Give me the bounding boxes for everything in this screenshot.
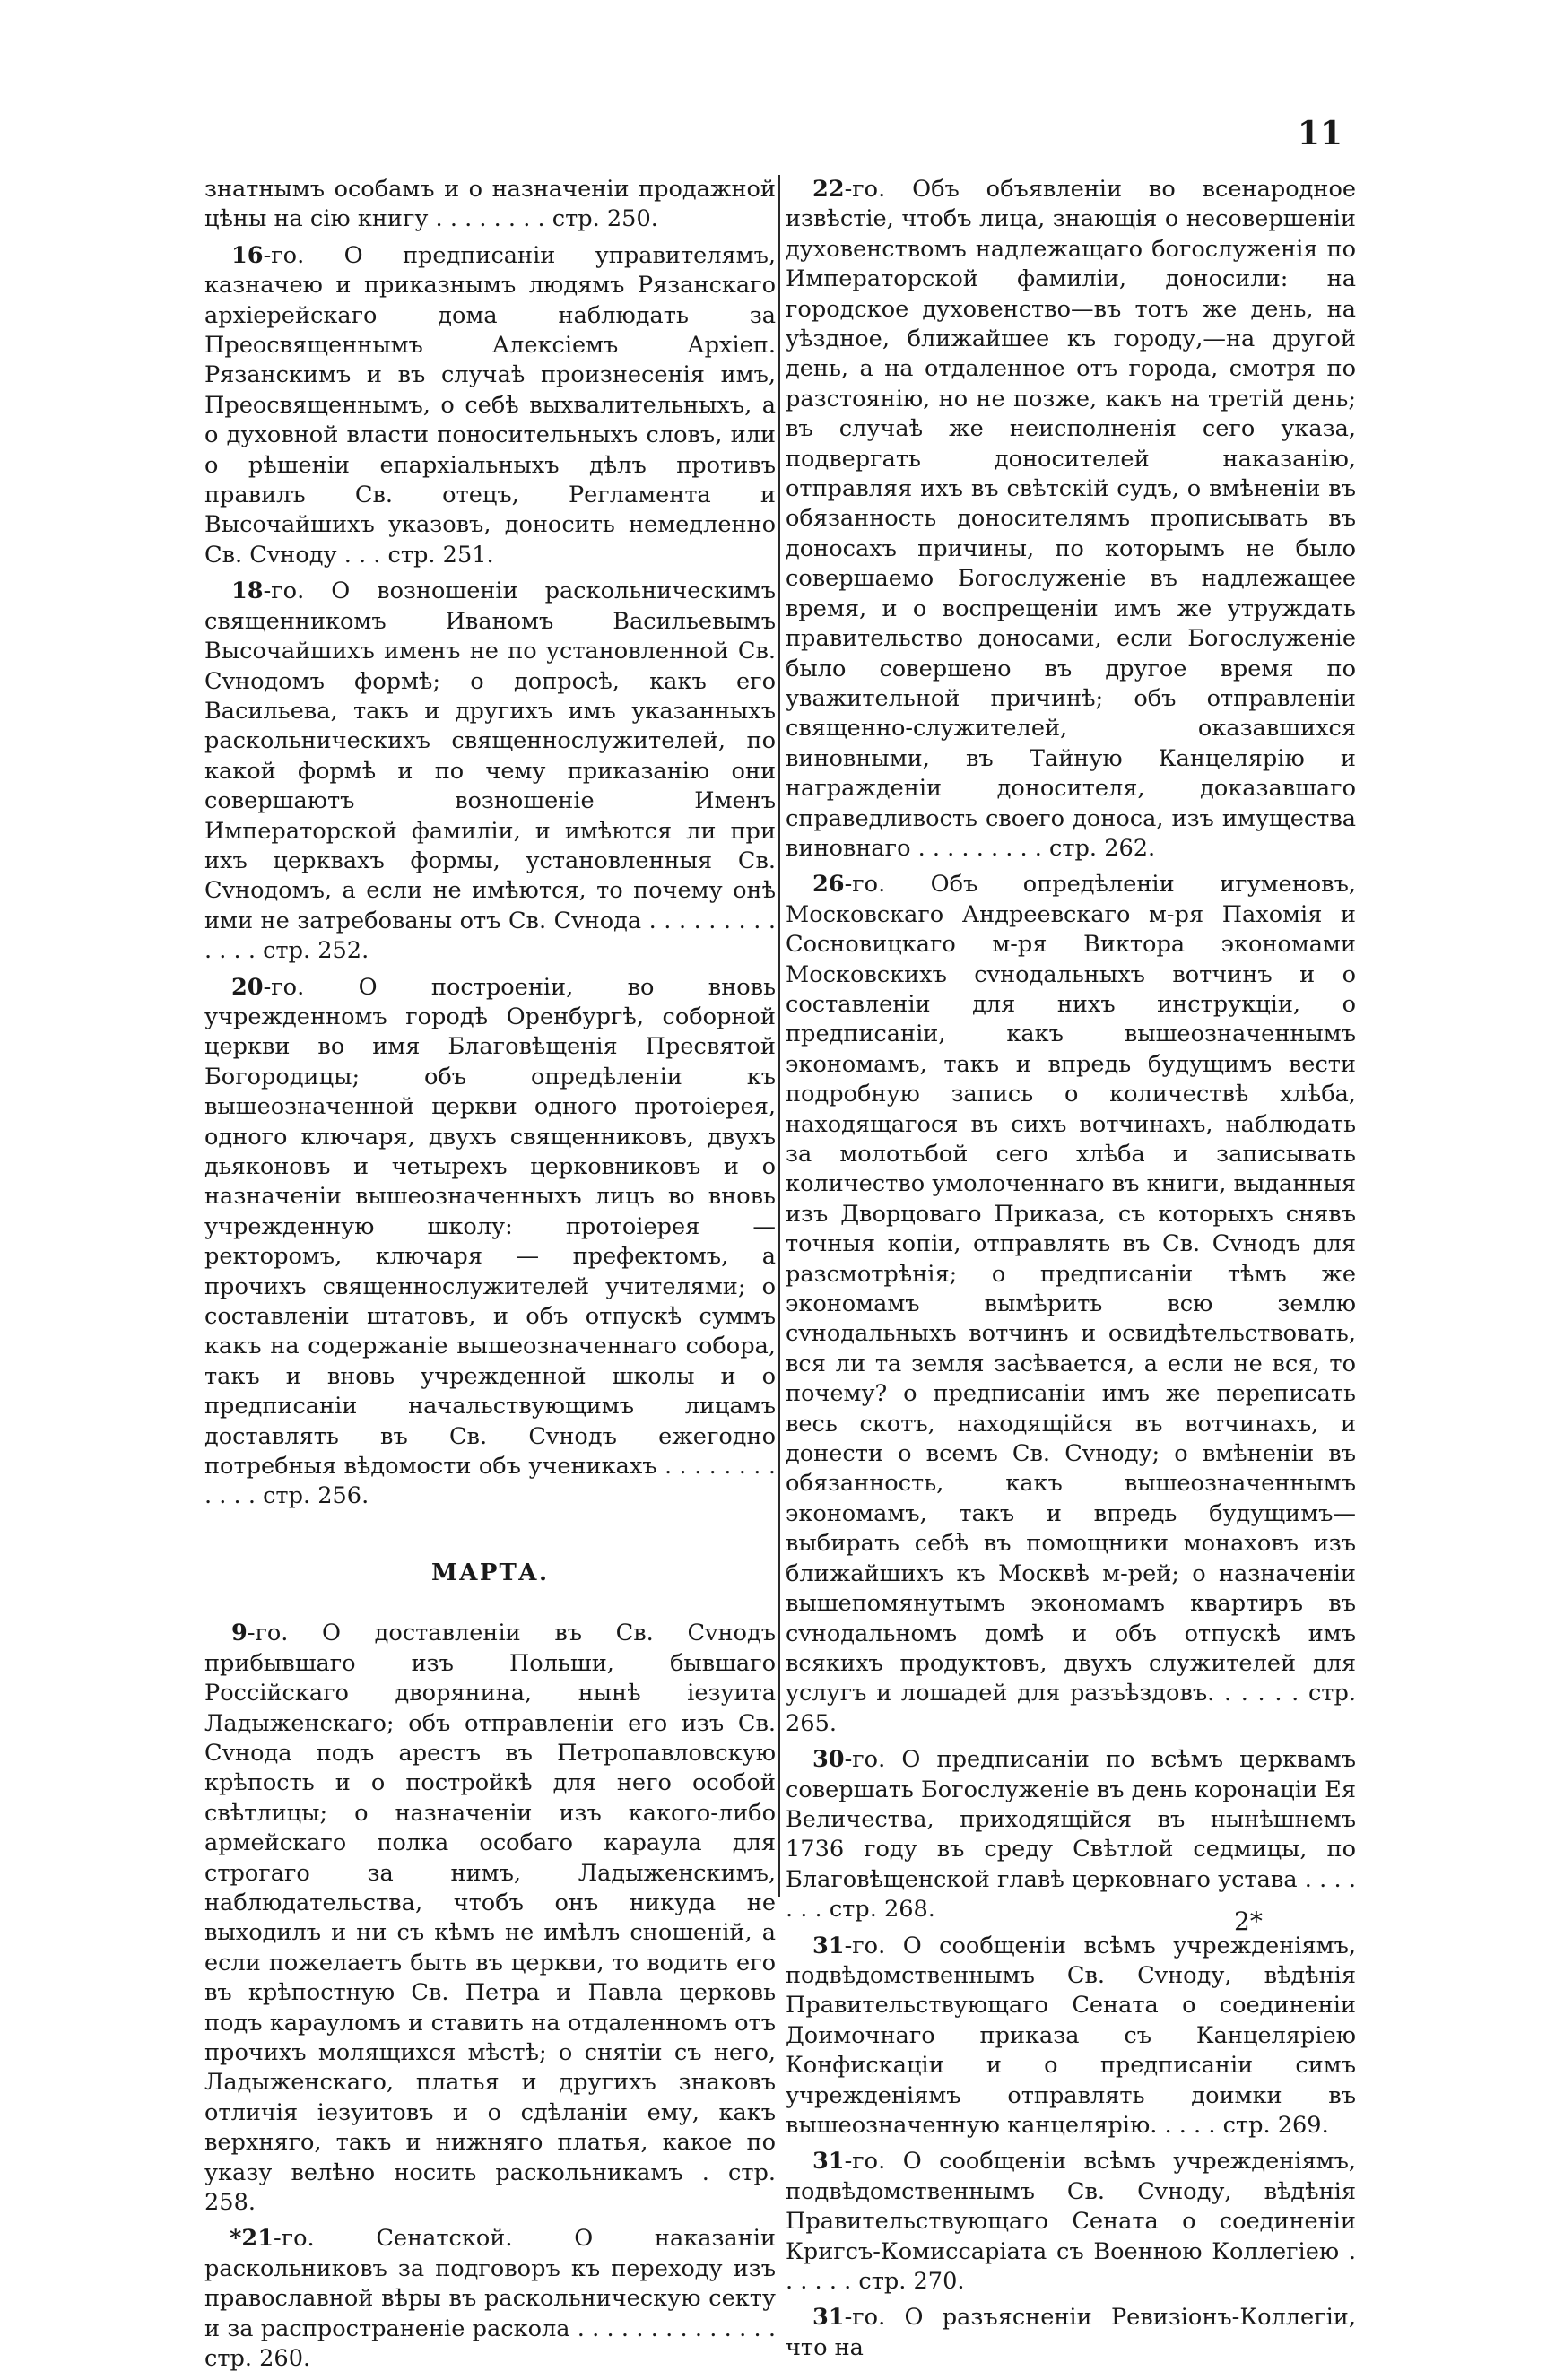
page-number: 11 [1297,115,1342,152]
list-item [786,870,1356,1739]
list-item [204,175,776,235]
left-column [204,175,776,2380]
entry-date: 18 [231,578,264,605]
entry-text: -го. О разъясненiи Ревизiонъ-Коллегiи, что на [786,2304,1356,2361]
entry-date: 26 [812,871,845,899]
entry-text: -го. Объ опредѣленiи игуменовъ, Московскаго Андреевскаго м-ря Пахомiя и Сосновицкаго м-ря Виктора экономами Московскихъ сvнодальныхъ вотчинъ и о составленiи для нихъ инструкцiи, о предписанiи, какъ вышеозначеннымъ экономамъ, такъ и впредь будущимъ вести подробную запись о количествѣ хлѣба, находящагося въ сихъ вотчинахъ, наблюдать за молотьбой сего хлѣба и записывать количество умолоченнаго въ книги, выданныя изъ Дворцоваго Приказа, съ которыхъ снявъ точныя копiи, отправлять въ Св. Сvнодъ для разсмотрѣнiя; о предписанiи тѣмъ же экономамъ вымѣрить всю землю сvнодальныхъ вотчинъ и освидѣтельствовать, вся ли та земля засѣвается, а если не вся, то почему? о предписанiи имъ же переписать весь скотъ, находящiйся въ вотчинахъ, и донести о всемъ Св. Сvноду; о вмѣненiи въ обязанность, какъ вышеозначеннымъ экономамъ, такъ и впредь будущимъ—выбирать себѣ въ помощники монаховъ изъ ближайшихъ къ Москвѣ м-рей; о назначенiи вышепомянутымъ экономамъ квартиръ въ сvнодальномъ домѣ и объ отпускѣ имъ всякихъ продуктовъ, двухъ служителей для услугъ и лошадей для разъѣздовъ. . . . . . стр. 265. [786,871,1356,1737]
column-divider [778,175,780,1897]
entry-text: -го. О возношенiи раскольническимъ священникомъ Иваномъ Васильевымъ Высочайшихъ именъ не по установленной Св. Сvнодомъ формѣ; о допросѣ, какъ его Васильева, такъ и другихъ имъ указанныхъ раскольническихъ священнослужителей, по какой формѣ и по чему приказанiю они совершаютъ возношенiе Именъ Императорской фамилiи, и имѣются ли при ихъ церквахъ формы, установленныя Св. Сvнодомъ, а если не имѣются, то почему онѣ ими не затребованы отъ Св. Сvнода . . . . . . . . . . . . . стр. 252. [204,578,776,965]
entry-date: 30 [812,1746,845,1774]
entry-date: 20 [231,973,264,1001]
list-item [204,577,776,966]
signature-mark: 2* [1234,1907,1263,1936]
entry-date: 22 [812,176,845,203]
list-item [204,2224,776,2374]
entry-text: -го. О сообщенiи всѣмъ учрежденiямъ, подвѣдомственнымъ Св. Сvноду, вѣдѣнiя Правительствующаго Сената о соединенiи Кригсъ-Комиссарiата съ Военною Коллегiею . . . . . . стр. 270. [786,2148,1356,2296]
entry-text: -го. О предписанiи по всѣмъ церквамъ совершать Богослуженiе въ день коронацiи Ея Величества, приходящiйся въ нынѣшнемъ 1736 году въ среду Свѣтлой седмицы, по Благовѣщенской главѣ церковнаго устава . . . . . . . стр. 268. [786,1746,1356,1924]
list-item [204,973,776,1512]
entry-date: 9 [231,1620,248,1647]
entry-date: 31 [812,2148,845,2176]
section-heading: МАРТА. [430,1559,550,1586]
entry-date: *21 [230,2225,274,2253]
entry-date: 16 [231,241,264,269]
entry-text: -го. О сообщенiи всѣмъ учрежденiямъ, подвѣдомственнымъ Св. Сvноду, вѣдѣнiя Правительствующаго Сената о соединенiи Доимочнаго приказа съ Канцелярiею Конфискацiи и о предписанiи симъ учрежденiямъ отправлять доимки въ вышеозначенную канцелярiю. . . . . стр. 269. [786,1932,1356,2139]
list-item [204,241,776,570]
list-item [786,1932,1356,2141]
list-item [786,1745,1356,1924]
entry-text: -го. Сенатской. О наказанiи раскольниковъ за подговоръ къ переходу изъ православной вѣры въ раскольническую секту и за распространенiе раскола . . . . . . . . . . . . . . стр. 260. [204,2225,776,2373]
entry-text: знатнымъ особамъ и о назначенiи продажной цѣны на сiю книгу . . . . . . . . стр. 250. [204,176,776,233]
list-item [786,2303,1356,2363]
entry-date: 31 [812,1932,845,1959]
entry-text: -го. О построенiи, во вновь учрежденномъ городѣ Оренбургѣ, соборной церкви во имя Благовѣщенiя Пресвятой Богородицы; объ опредѣленiи къ вышеозначенной церкви одного протоiерея, одного ключаря, двухъ священниковъ, двухъ дьяконовъ и четырехъ церковниковъ и о назначенiи вышеозначенныхъ лицъ во вновь учрежденную школу: протоiерея — ректоромъ, ключаря — префектомъ, а прочихъ священнослужителей учителями; о составленiи штатовъ, и объ отпускѣ суммъ какъ на содержанiе вышеозначеннаго собора, такъ и вновь учрежденной школы и о предписанiи начальствующимъ лицамъ доставлять въ Св. Сvнодъ ежегодно потребныя вѣдомости объ ученикахъ . . . . . . . . . . . . стр. 256. [204,973,776,1510]
entry-date: 31 [812,2304,845,2332]
entry-text: -го. О предписанiи управителямъ, казначею и приказнымъ людямъ Рязанскаго архiерейскаго дома наблюдать за Преосвященнымъ Алексiемъ Архiеп. Рязанскимъ и въ случаѣ произнесенiя имъ, Преосвященнымъ, о себѣ выхвалительныхъ, а о духовной власти поносительныхъ словъ, или о рѣшенiи епархiальныхъ дѣлъ противъ правилъ Св. отецъ, Регламента и Высочайшихъ указовъ, доносить немедленно Св. Сvноду . . . стр. 251. [204,241,776,569]
entry-text: -го. Объ объявленiи во всенародное извѣстiе, чтобъ лица, знающiя о несовершенiи духовенствомъ надлежащаго богослуженiя по Императорской фамилiи, доносили: на городское духовенство—въ тотъ же день, на уѣздное, ближайшее къ городу,—на другой день, а на отдаленное отъ города, смотря по разстоянiю, но не позже, какъ на третiй день; въ случаѣ же неисполненiя сего указа, подвергать доносителей наказанiю, отправляя ихъ въ свѣтскiй судъ, о вмѣненiи въ обязанность доносителямъ прописывать въ доносахъ причины, по которымъ не было совершаемо Богослуженiе въ надлежащее время, и о воспрещенiи имъ же утруждать правительство доносами, если Богослуженiе было совершено въ другое время по уважительной причинѣ; объ отправленiи священно-служителей, оказавшихся виновными, въ Тайную Канцелярiю и награжденiи доносителя, доказавшаго справедливость своего доноса, изъ имущества виновнаго . . . . . . . . . стр. 262. [786,176,1356,862]
right-column [786,175,1356,2369]
list-item [786,175,1356,864]
entry-text: -го. О доставленiи въ Св. Сvнодъ прибывшаго изъ Польши, бывшаго Россiйскаго дворянина, нынѣ iезуита Ладыженскаго; объ отправленiи его изъ Св. Сvнода подъ арестъ въ Петропавловскую крѣпость и о постройкѣ для него особой свѣтлицы; о назначенiи изъ какого-либо армейскаго полка особаго караула для строгаго за нимъ, Ладыженскимъ, наблюдательства, чтобъ онъ никуда не выходилъ и ни съ кѣмъ не имѣлъ сношенiй, а если пожелаетъ быть въ церкви, то водить его въ крѣпостную Св. Петра и Павла церковь подъ карауломъ и ставить на отдаленномъ отъ прочихъ молящихся мѣстѣ; о снятiи съ него, Ладыженскаго, платья и другихъ знаковъ отличiя iезуитовъ и о сдѣланiи ему, какъ верхняго, такъ и нижняго платья, какое по указу велѣно носить раскольникамъ . стр. 258. [204,1620,776,2216]
list-item [786,2147,1356,2297]
list-item [204,1619,776,2218]
